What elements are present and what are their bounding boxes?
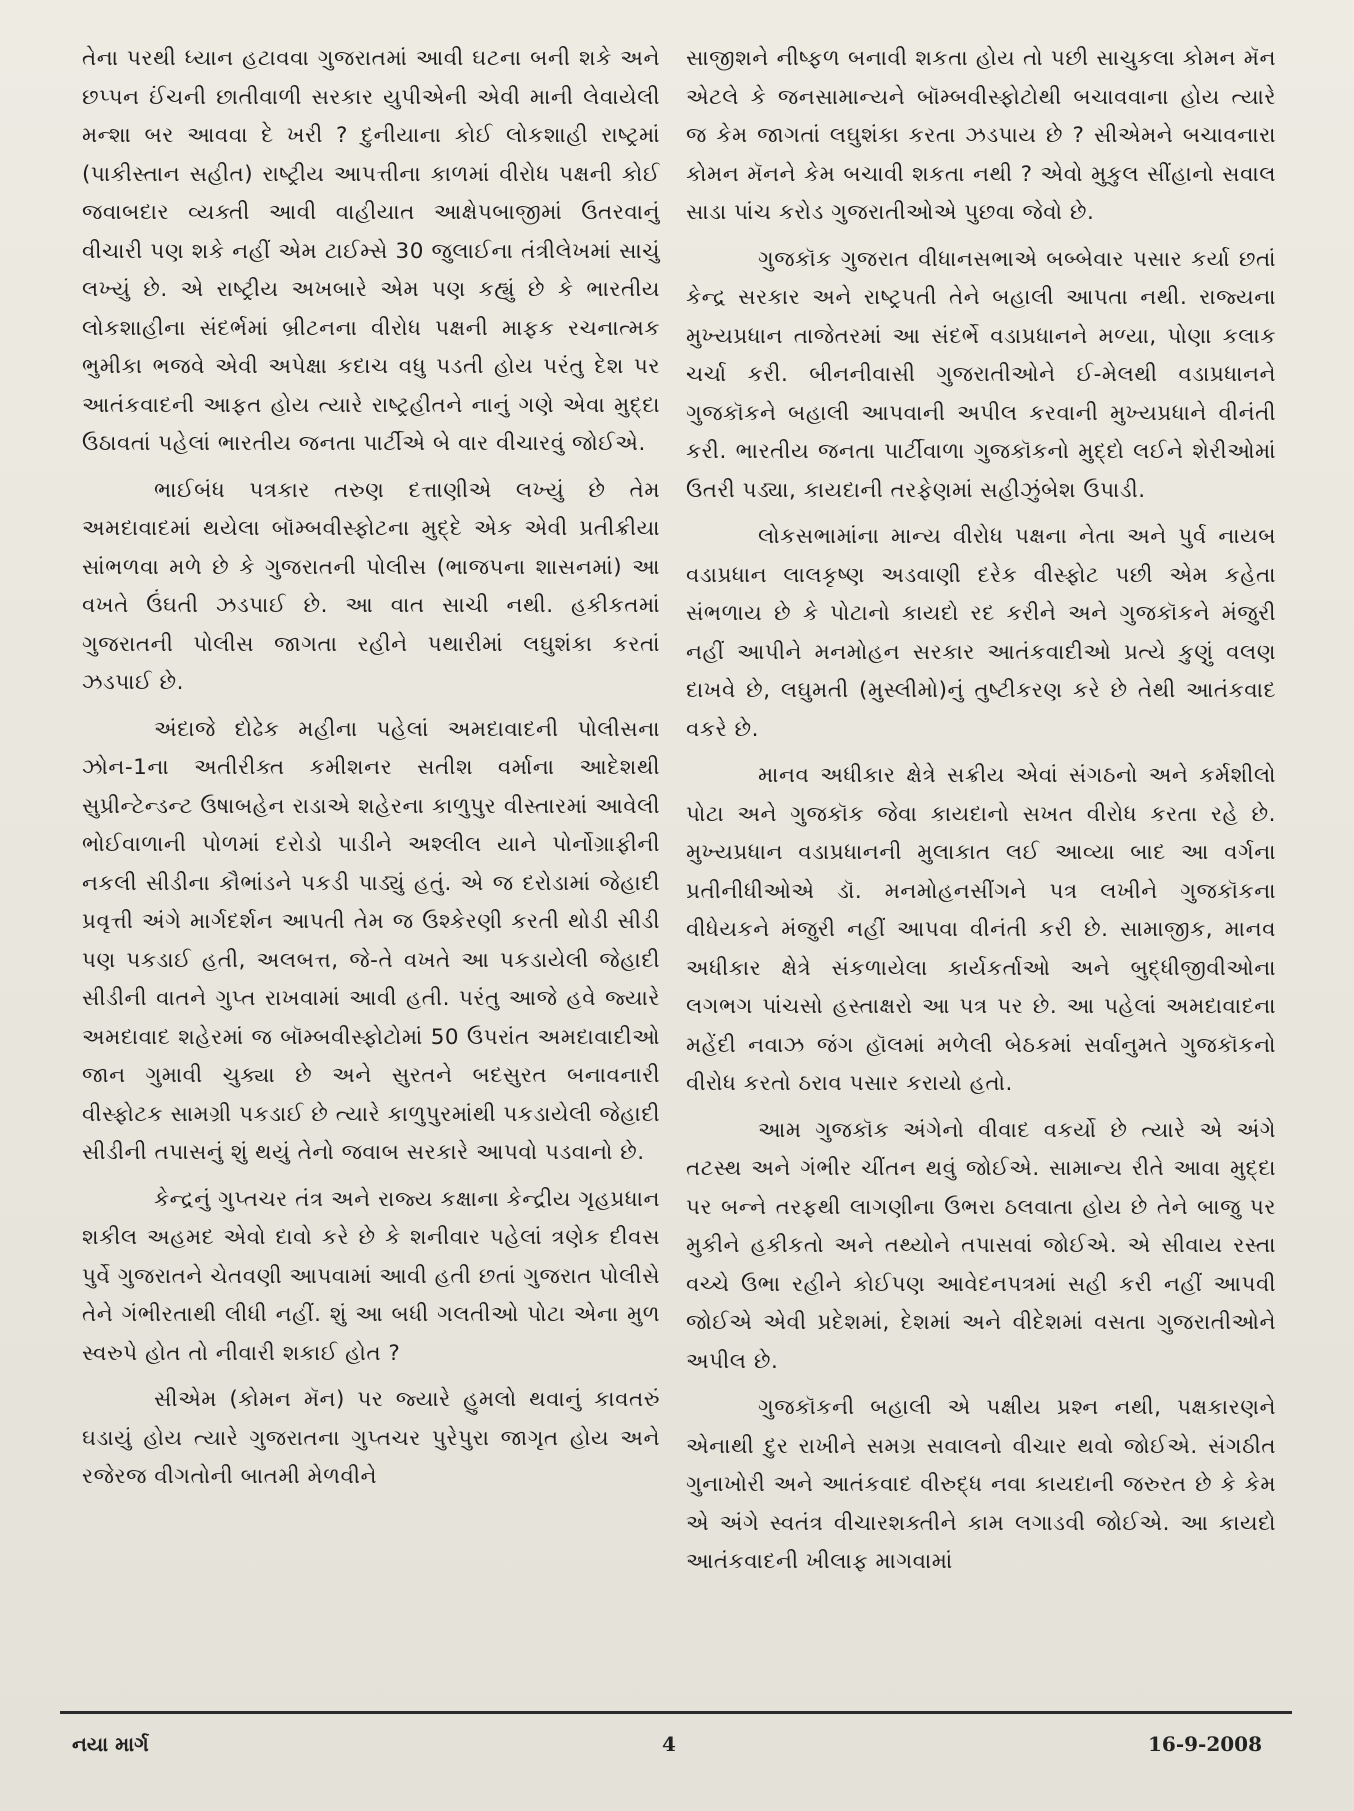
paragraph: કેન્દ્રનું ગુપ્તચર તંત્ર અને રાજ્ય કક્ષાના કેન્દ્રીય ગૃહપ્રધાન શકીલ અહમદ એવો દાવો કરે છે કે શનીવાર પહેલાં ત્રણેક દીવસ પુર્વે ગુજરાતને ચેતવણી આપવામાં આવી હતી છતાં ગુજરાત પોલીસે તેને ગંભીરતાથી લીધી નહીં. શું આ બધી ગલતીઓ પોટા એના મુળ સ્વરુપે હોત તો નીવારી શકાઈ હોત ? (82, 1186, 660, 1366)
paragraph: સાજીશને નીષ્ફળ બનાવી શકતા હોય તો પછી સાચુકલા કોમન મૅન એટલે કે જનસામાન્યને બૉમ્બવીસ્ફોટોથી બચાવવાના હોય ત્યારે જ કેમ જાગતાં લઘુશંકા કરતા ઝડપાય છે ? સીએમને બચાવનારા કોમન મૅનને કેમ બચાવી શકતા નથી ? એવો મુકુલ સીંહાનો સવાલ સાડા પાંચ કરોડ ગુજરાતીઓએ પુછવા જેવો છે. (686, 46, 1276, 225)
paragraph: લોકસભામાંના માન્ય વીરોધ પક્ષના નેતા અને પુર્વ નાયબ વડાપ્રધાન લાલકૃષ્ણ અડવાણી દરેક વીસ્ફોટ પછી એમ કહેતા સંભળાય છે કે પોટાનો કાયદો રદ કરીને અને ગુજકૉકને મંજુરી નહીં આપીને મનમોહન સરકાર આતંકવાદીઓ પ્રત્યે કુણું વલણ દાખવે છે, લઘુમતી (મુસ્લીમો)નું તુષ્ટીકરણ કરે છે તેથી આતંકવાદ વકરે છે. (686, 524, 1276, 742)
paragraph: ગુજકૉકની બહાલી એ પક્ષીય પ્રશ્ન નથી, પક્ષકારણને એનાથી દુર રાખીને સમગ્ર સવાલનો વીચાર થવો જોઈએ. સંગઠીત ગુનાખોરી અને આતંકવાદ વીરુદ્ધ નવા કાયદાની જરુરત છે કે કેમ એ અંગે સ્વતંત્ર વીચારશક્તીને કામ લગાડવી જોઈએ. આ કાયદો આતંકવાદની ખીલાફ માગવામાં (686, 1395, 1276, 1574)
page-number: 4 (662, 1732, 676, 1756)
left-column (82, 40, 660, 1505)
publication-name: નયા માર્ગ (72, 1732, 149, 1756)
footer-divider (60, 1711, 1292, 1714)
paragraph: સીએમ (કોમન મૅન) પર જ્યારે હુમલો થવાનું કાવતરું ઘડાયું હોય ત્યારે ગુજરાતના ગુપ્તચર પુરેપુરા જાગૃત હોય અને રજેરજ વીગતોની બાતમી મેળવીને (82, 1387, 660, 1489)
right-column (686, 40, 1276, 1590)
paragraph: ગુજકૉક ગુજરાત વીધાનસભાએ બબ્બેવાર પસાર કર્યા છતાં કેન્દ્ર સરકાર અને રાષ્ટ્રપતી તેને બહાલી આપતા નથી. રાજ્યના મુખ્યપ્રધાન તાજેતરમાં આ સંદર્ભે વડાપ્રધાનને મળ્યા, પોણા કલાક ચર્ચા કરી. બીનનીવાસી ગુજરાતીઓને ઈ-મેલથી વડાપ્રધાનને ગુજકૉકને બહાલી આપવાની અપીલ કરવાની મુખ્યપ્રધાને વીનંતી કરી. ભારતીય જનતા પાર્ટીવાળા ગુજકૉકનો મુદ્દો લઈને શેરીઓમાં ઉતરી પડ્યા, કાયદાની તરફેણમાં સહીઝુંબેશ ઉપાડી. (686, 246, 1276, 503)
paragraph: માનવ અધીકાર ક્ષેત્રે સક્રીય એવાં સંગઠનો અને કર્મશીલો પોટા અને ગુજકૉક જેવા કાયદાનો સખત વીરોધ કરતા રહે છે. મુખ્યપ્રધાન વડાપ્રધાનની મુલાકાત લઈ આવ્યા બાદ આ વર્ગના પ્રતીનીધીઓએ ડૉ. મનમોહનસીંગને પત્ર લખીને ગુજકૉકના વીધેયકને મંજુરી નહીં આપવા વીનંતી કરી છે. સામાજીક, માનવ અધીકાર ક્ષેત્રે સંકળાયેલા કાર્યકર્તાઓ અને બુદ્ધીજીવીઓના લગભગ પાંચસો હસ્તાક્ષરો આ પત્ર પર છે. આ પહેલાં અમદાવાદના મહેંદી નવાઝ જંગ હૉલમાં મળેલી બેઠકમાં સર્વાનુમતે ગુજકૉકનો વીરોધ કરતો ઠરાવ પસાર કરાયો હતો. (686, 763, 1276, 1096)
paragraph: અંદાજે દોઢેક મહીના પહેલાં અમદાવાદની પોલીસના ઝોન-1ના અતીરીક્ત કમીશનર સતીશ વર્માના આદેશથી સુપ્રીન્ટેન્ડન્ટ ઉષાબહેન રાડાએ શહેરના કાળુપુર વીસ્તારમાં આવેલી ભોઈવાળાની પોળમાં દરોડો પાડીને અશ્લીલ યાને પોર્નોગ્રાફીની નકલી સીડીના કૌભાંડને પકડી પાડ્યું હતું. એ જ દરોડામાં જેહાદી પ્રવૃત્તી અંગે માર્ગદર્શન આપતી તેમ જ ઉશ્કેરણી કરતી થોડી સીડી પણ પકડાઈ હતી, અલબત્ત, જે-તે વખતે આ પકડાયેલી જેહાદી સીડીની વાતને ગુપ્ત રાખવામાં આવી હતી. પરંતુ આજે હવે જ્યારે અમદાવાદ શહેરમાં જ બૉમ્બવીસ્ફોટોમાં 50 ઉપરાંત અમદાવાદીઓ જાન ગુમાવી ચુક્યા છે અને સુરતને બદસુરત બનાવનારી વીસ્ફોટક સામગ્રી પકડાઈ છે ત્યારે કાળુપુરમાંથી પકડાયેલી જેહાદી સીડીની તપાસનું શું થયું તેનો જવાબ સરકારે આપવો પડવાનો છે. (82, 716, 660, 1165)
issue-date: 16-9-2008 (1147, 1732, 1262, 1756)
paragraph: આમ ગુજકૉક અંગેનો વીવાદ વકર્યો છે ત્યારે એ અંગે તટસ્થ અને ગંભીર ચીંતન થવું જોઈએ. સામાન્ય રીતે આવા મુદ્દા પર બન્ને તરફથી લાગણીના ઉભરા ઠલવાતા હોય છે તેને બાજુ પર મુકીને હકીકતો અને તથ્યોને તપાસવાં જોઈએ. એ સીવાય રસ્તા વચ્ચે ઉભા રહીને કોઈપણ આવેદનપત્રમાં સહી કરી નહીં આપવી જોઈએ એવી પ્રદેશમાં, દેશમાં અને વીદેશમાં વસતા ગુજરાતીઓને અપીલ છે. (686, 1117, 1276, 1374)
paragraph: તેના પરથી ધ્યાન હટાવવા ગુજરાતમાં આવી ઘટના બની શકે અને છપ્પન ઈંચની છાતીવાળી સરકાર યુપીએની એવી માની લેવાયેલી મન્શા બર આવવા દે ખરી ? દુનીયાના કોઈ લોકશાહી રાષ્ટ્રમાં (પાકીસ્તાન સહીત) રાષ્ટ્રીય આપત્તીના કાળમાં વીરોધ પક્ષની કોઈ જવાબદાર વ્યક્તી આવી વાહીયાત આક્ષેપબાજીમાં ઉતરવાનું વીચારી પણ શકે નહીં એમ ટાઈમ્સે 30 જુલાઈના તંત્રીલેખમાં સાચું લખ્યું છે. એ રાષ્ટ્રીય અખબારે એમ પણ કહ્યું છે કે ભારતીય લોકશાહીના સંદર્ભમાં બ્રીટનના વીરોધ પક્ષની માફક રચનાત્મક ભુમીકા ભજવે એવી અપેક્ષા કદાચ વધુ પડતી હોય પરંતુ દેશ પર આતંકવાદની આફત હોય ત્યારે રાષ્ટ્રહીતને નાનું ગણે એવા મુદ્દા ઉઠાવતાં પહેલાં ભારતીય જનતા પાર્ટીએ બે વાર વીચારવું જોઈએ. (82, 46, 660, 456)
paragraph: ભાઈબંધ પત્રકાર તરુણ દત્તાણીએ લખ્યું છે તેમ અમદાવાદમાં થયેલા બૉમ્બવીસ્ફોટના મુદ્દે એક એવી પ્રતીક્રીયા સાંભળવા મળે છે કે ગુજરાતની પોલીસ (ભાજપના શાસનમાં) આ વખતે ઉંઘતી ઝડપાઈ છે. આ વાત સાચી નથી. હકીકતમાં ગુજરાતની પોલીસ જાગતા રહીને પથારીમાં લઘુશંકા કરતાં ઝડપાઈ છે. (82, 477, 660, 695)
